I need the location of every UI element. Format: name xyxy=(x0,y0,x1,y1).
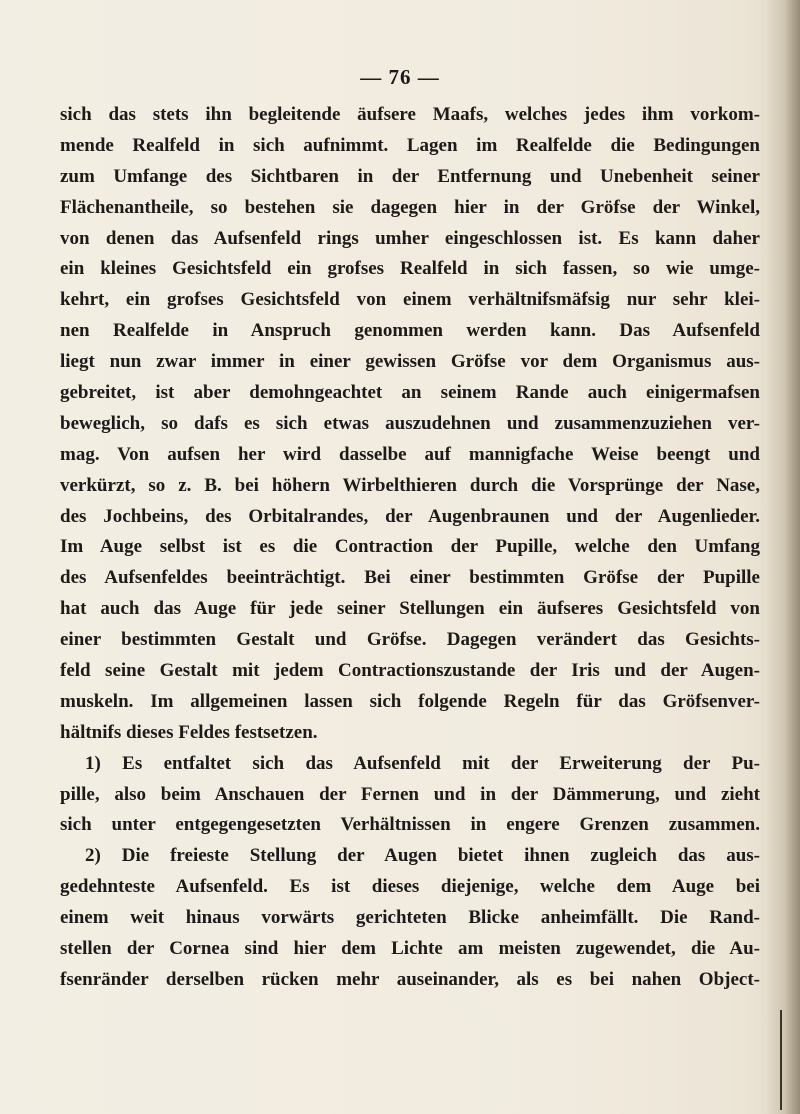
text-line: sich unter entgegengesetzten Verhältnissen in engere Grenzen zusammen. xyxy=(60,814,760,836)
text-line: des Jochbeins, des Orbitalrandes, der Augenbraunen und der Augenlieder. xyxy=(60,505,760,527)
text-line: ein kleines Gesichtsfeld ein grofses Realfeld in sich fassen, so wie umge- xyxy=(60,258,760,280)
text-line: fsenränder derselben rücken mehr auseinander, als es bei nahen Object- xyxy=(60,968,760,990)
text-line: nen Realfelde in Anspruch genommen werden kann. Das Aufsenfeld xyxy=(60,320,760,342)
text-line: gedehnteste Aufsenfeld. Es ist dieses diejenige, welche dem Auge bei xyxy=(60,876,760,898)
page-number: — 76 — xyxy=(360,65,440,89)
text-line: mag. Von aufsen her wird dasselbe auf mannigfache Weise beengt und xyxy=(60,443,760,465)
text-line: feld seine Gestalt mit jedem Contractionszustande der Iris und der Augen- xyxy=(60,660,760,682)
text-line: mende Realfeld in sich aufnimmt. Lagen im Realfelde die Bedingungen xyxy=(60,134,760,156)
text-line: einer bestimmten Gestalt und Gröfse. Dagegen verändert das Gesichts- xyxy=(60,629,760,651)
text-line: gebreitet, ist aber demohngeachtet an seinem Rande auch einigermafsen xyxy=(60,382,760,404)
text-line: Im Auge selbst ist es die Contraction der Pupille, welche den Umfang xyxy=(60,536,760,558)
text-line: hat auch das Auge für jede seiner Stellungen ein äufseres Gesichtsfeld von xyxy=(60,598,760,620)
page-edge-mark xyxy=(780,1010,782,1110)
text-line: von denen das Aufsenfeld rings umher eingeschlossen ist. Es kann daher xyxy=(60,227,760,249)
text-line: 1) Es entfaltet sich das Aufsenfeld mit der Erweiterung der Pu- xyxy=(85,752,760,774)
text-line: 2) Die freieste Stellung der Augen bietet ihnen zugleich das aus- xyxy=(85,845,760,867)
text-line: pille, also beim Anschauen der Fernen und in der Dämmerung, und zieht xyxy=(60,783,760,805)
body-text xyxy=(60,100,760,996)
text-line: des Aufsenfeldes beeinträchtigt. Bei einer bestimmten Gröfse der Pupille xyxy=(60,567,760,589)
text-line: beweglich, so dafs es sich etwas auszudehnen und zusammenzuziehen ver- xyxy=(60,412,760,434)
text-line: einem weit hinaus vorwärts gerichteten Blicke anheimfällt. Die Rand- xyxy=(60,907,760,929)
text-line: verkürzt, so z. B. bei höhern Wirbelthieren durch die Vorsprünge der Nase, xyxy=(60,474,760,496)
text-line: kehrt, ein grofses Gesichtsfeld von einem verhältnifsmäfsig nur sehr klei- xyxy=(60,289,760,311)
text-line: stellen der Cornea sind hier dem Lichte am meisten zugewendet, die Au- xyxy=(60,938,760,960)
page-edge-shadow xyxy=(766,0,800,1114)
text-line: sich das stets ihn begleitende äufsere Maafs, welches jedes ihm vorkom- xyxy=(60,104,760,125)
text-line: zum Umfange des Sichtbaren in der Entfernung und Unebenheit seiner xyxy=(60,165,760,187)
text-line: Flächenantheile, so bestehen sie dagegen hier in der Gröfse der Winkel, xyxy=(60,196,760,218)
text-line: muskeln. Im allgemeinen lassen sich folgende Regeln für das Gröfsenver- xyxy=(60,690,760,712)
text-line: liegt nun zwar immer in einer gewissen Gröfse vor dem Organismus aus- xyxy=(60,351,760,373)
text-line: hältnifs dieses Feldes festsetzen. xyxy=(60,721,318,743)
